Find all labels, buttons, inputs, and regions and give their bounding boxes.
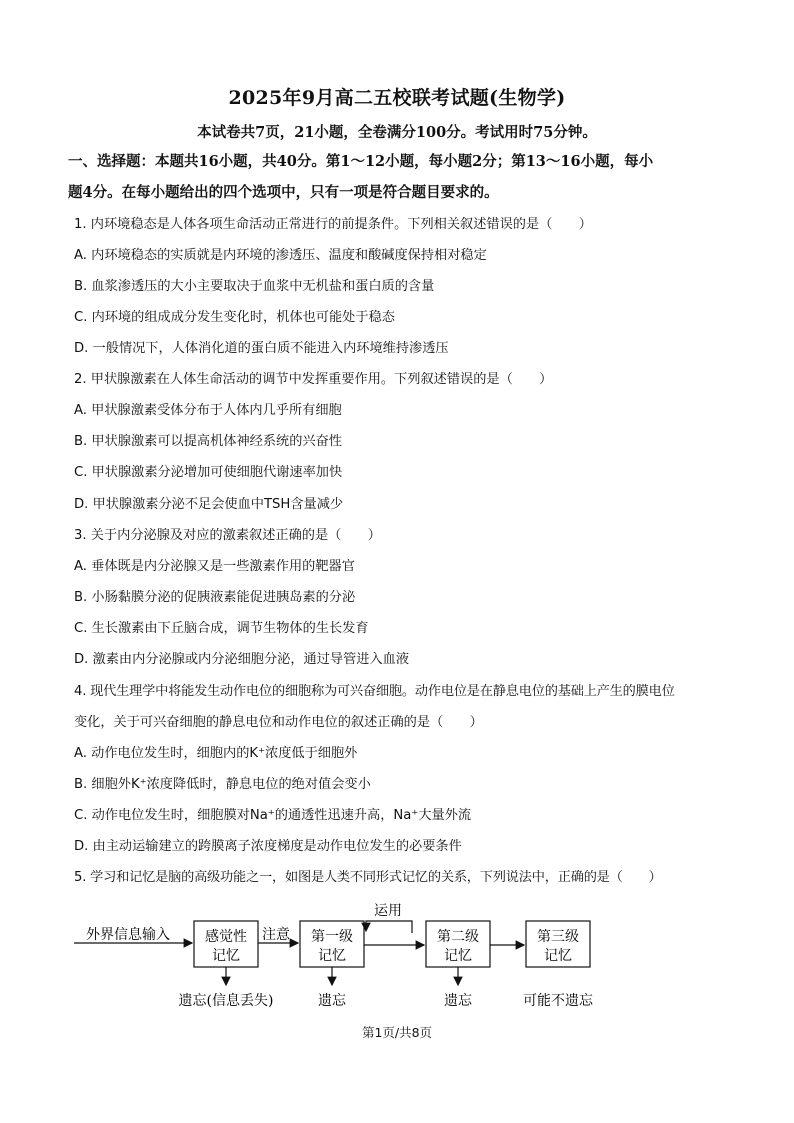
exam-subtitle: 本试卷共7页，21小题，全卷满分100分。考试用时75分钟。 [197, 124, 597, 141]
sensory-memory-line-2: 记忆 [212, 948, 240, 964]
outcome-third: 可能不遗忘 [523, 993, 593, 1009]
question-4-stem-line-2: 变化，关于可兴奋细胞的静息电位和动作电位的叙述正确的是（ ） [74, 715, 483, 730]
question-2-option-a: A. 甲状腺激素受体分布于人体内几乎所有细胞 [74, 403, 342, 418]
question-2-option-b: B. 甲状腺激素可以提高机体神经系统的兴奋性 [74, 434, 342, 449]
first-memory-line-2: 记忆 [318, 948, 346, 964]
question-4-option-b: B. 细胞外K⁺浓度降低时，静息电位的绝对值会变小 [74, 777, 371, 792]
outcome-first: 遗忘 [318, 993, 346, 1009]
question-5-stem: 5. 学习和记忆是脑的高级功能之一，如图是人类不同形式记忆的关系，下列说法中，正确的是（ ） [74, 870, 662, 885]
question-1-option-d: D. 一般情况下，人体消化道的蛋白质不能进入内环境维持渗透压 [74, 341, 449, 356]
question-3-option-d: D. 激素由内分泌腺或内分泌细胞分泌，通过导管进入血液 [74, 652, 410, 667]
question-1-option-c: C. 内环境的组成成分发生变化时，机体也可能处于稳态 [74, 310, 395, 325]
input-label: 外界信息输入 [86, 927, 170, 943]
question-1-option-a: A. 内环境稳态的实质就是内环境的渗透压、温度和酸碱度保持相对稳定 [74, 248, 487, 263]
question-3-option-c: C. 生长激素由下丘脑合成，调节生物体的生长发育 [74, 621, 369, 636]
section-heading-line-1: 一、选择题：本题共16小题，共40分。第1～12小题，每小题2分；第13～16小题，每小 [68, 153, 654, 170]
third-memory-line-1: 第三级 [537, 929, 579, 945]
question-4-option-a: A. 动作电位发生时，细胞内的K⁺浓度低于细胞外 [74, 746, 358, 761]
section-heading-line-2: 题4分。在每小题给出的四个选项中，只有一项是符合题目要求的。 [68, 184, 499, 201]
attention-label: 注意 [262, 927, 290, 943]
first-memory-line-1: 第一级 [311, 929, 353, 945]
question-3-stem: 3. 关于内分泌腺及对应的激素叙述正确的是（ ） [74, 528, 381, 543]
outcome-sensory: 遗忘(信息丢失) [178, 993, 274, 1009]
page-number: 第1页/共8页 [361, 1025, 433, 1040]
question-2-option-c: C. 甲状腺激素分泌增加可使细胞代谢速率加快 [74, 465, 343, 480]
sensory-memory-line-1: 感觉性 [205, 929, 247, 945]
question-4-option-d: D. 由主动运输建立的跨膜离子浓度梯度是动作电位发生的必要条件 [74, 839, 462, 854]
memory-flow-diagram [60, 897, 620, 1017]
question-2-option-d: D. 甲状腺激素分泌不足会使血中TSH含量减少 [74, 497, 344, 512]
third-memory-line-2: 记忆 [544, 948, 572, 964]
question-4-option-c: C. 动作电位发生时，细胞膜对Na⁺的通透性迅速升高，Na⁺大量外流 [74, 808, 472, 823]
question-1-option-b: B. 血浆渗透压的大小主要取决于血浆中无机盐和蛋白质的含量 [74, 279, 435, 294]
use-label: 运用 [374, 903, 402, 919]
second-memory-line-2: 记忆 [444, 948, 472, 964]
question-1-stem: 1. 内环境稳态是人体各项生命活动正常进行的前提条件。下列相关叙述错误的是（ ） [74, 217, 592, 232]
outcome-second: 遗忘 [444, 993, 472, 1009]
question-2-stem: 2. 甲状腺激素在人体生命活动的调节中发挥重要作用。下列叙述错误的是（ ） [74, 372, 553, 387]
use-feedback-arrow [366, 921, 412, 933]
question-3-option-a: A. 垂体既是内分泌腺又是一些激素作用的靶器官 [74, 559, 355, 574]
exam-title: 2025年9月高二五校联考试题(生物学) [228, 87, 566, 109]
question-4-stem-line-1: 4. 现代生理学中将能发生动作电位的细胞称为可兴奋细胞。动作电位是在静息电位的基础上产生的膜电位 [74, 684, 675, 699]
question-3-option-b: B. 小肠黏膜分泌的促胰液素能促进胰岛素的分泌 [74, 590, 356, 605]
second-memory-line-1: 第二级 [437, 929, 479, 945]
